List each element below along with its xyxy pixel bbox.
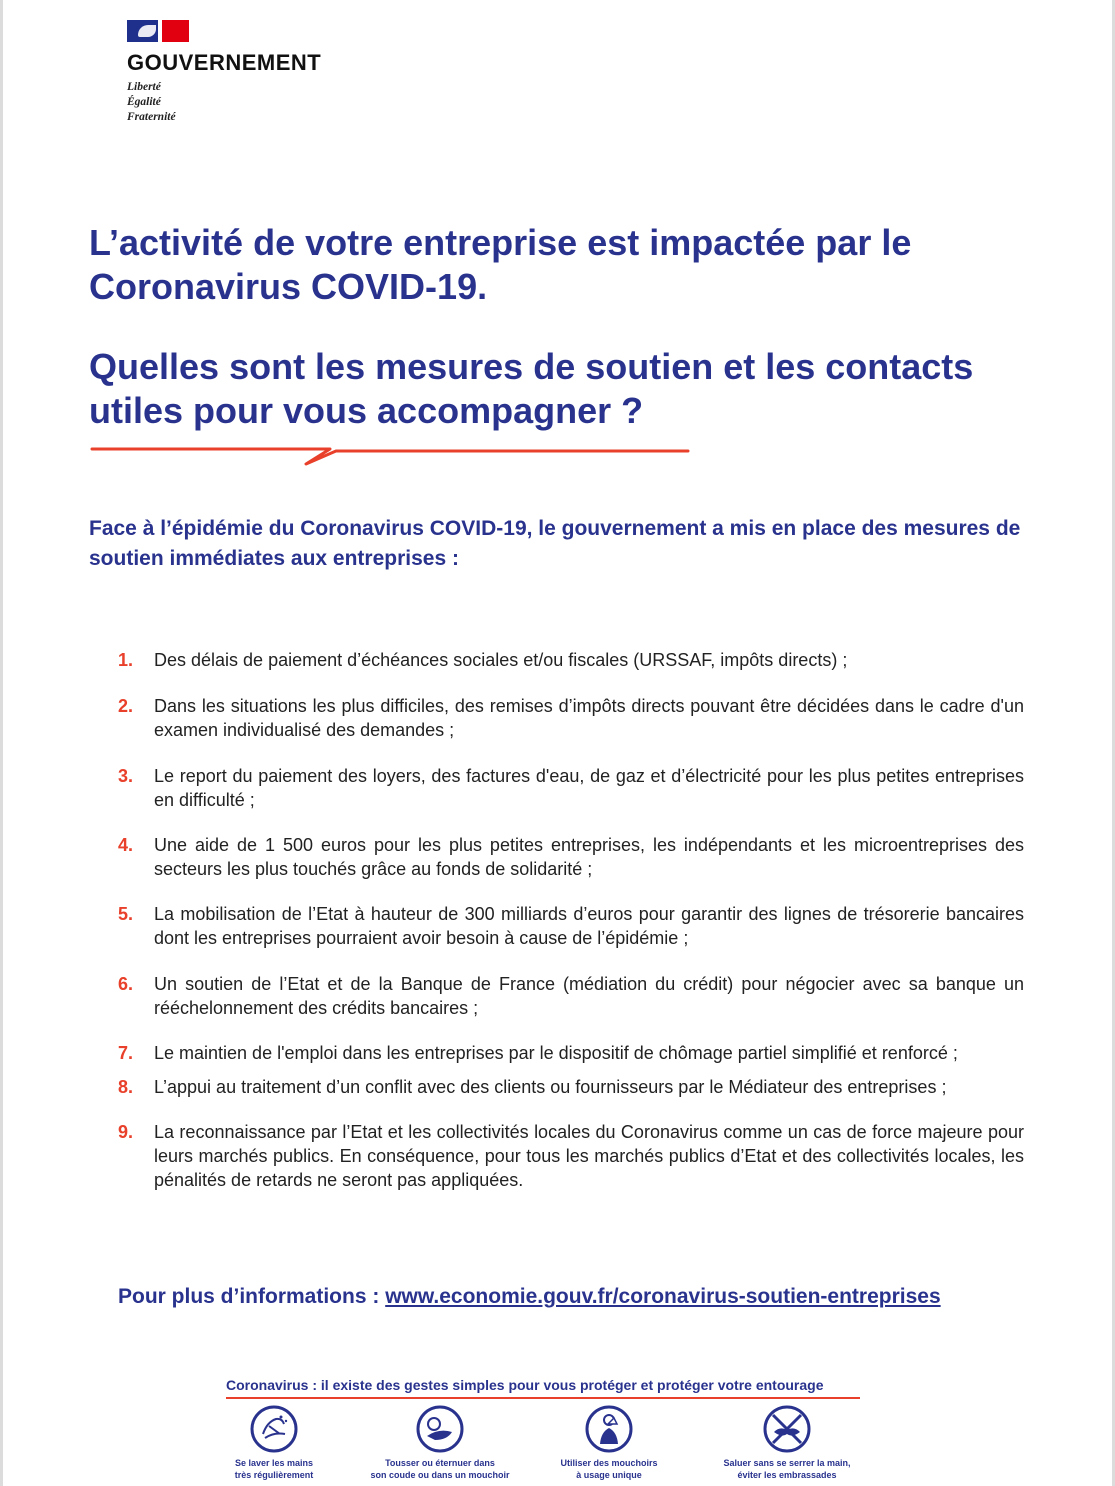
list-item (118, 902, 1024, 950)
gesture-caption-line1: Saluer sans se serrer la main, (723, 1458, 851, 1468)
government-name: GOUVERNEMENT (127, 50, 322, 75)
list-number: 6. (118, 974, 134, 994)
list-number: 8. (118, 1077, 134, 1097)
gestures-title: Coronavirus : il existe des gestes simples pour vous protéger et protéger votre entourage (226, 1377, 824, 1393)
gesture-caption-line1: Se laver les mains (234, 1458, 314, 1468)
gesture-tissue (524, 1404, 694, 1481)
support-measures-list (118, 648, 1024, 1192)
list-number: 9. (118, 1122, 134, 1142)
list-text: La mobilisation de l’Etat à hauteur de 300 milliards d’euros pour garantir des lignes de trésorerie bancaires dont les entreprises pourraient avoir besoin à cause de l’épidémie ; (154, 904, 1024, 948)
government-logo (127, 20, 321, 125)
list-number: 2. (118, 696, 134, 716)
hand-washing-icon (249, 1404, 299, 1454)
cough-elbow-icon (415, 1404, 465, 1454)
list-number: 3. (118, 766, 134, 786)
list-item (118, 694, 1024, 742)
list-item (118, 1041, 1024, 1065)
more-info-link[interactable]: www.economie.gouv.fr/coronavirus-soutien-entreprises (385, 1285, 941, 1308)
list-text: L’appui au traitement d’un conflit avec des clients ou fournisseurs par le Médiateur des entreprises ; (154, 1077, 947, 1097)
list-number: 7. (118, 1043, 134, 1063)
marianne-flag-icon (127, 20, 189, 42)
list-number: 1. (118, 650, 134, 670)
motto-fraternite: Fraternité (127, 111, 176, 123)
list-item (118, 1120, 1024, 1192)
tissue-icon (584, 1404, 634, 1454)
gesture-caption-line1: Utiliser des mouchoirs (560, 1458, 658, 1468)
gestures-divider (226, 1397, 860, 1399)
list-text: Une aide de 1 500 euros pour les plus petites entreprises, les indépendants et les microentreprises des secteurs les plus touchés grâce au fonds de solidarité ; (154, 835, 1024, 879)
motto-egalite: Égalité (127, 96, 161, 108)
no-handshake-icon (762, 1404, 812, 1454)
page-edge-left (0, 0, 3, 1486)
gesture-cough-elbow (355, 1404, 525, 1481)
list-item (118, 972, 1024, 1020)
page-question: Quelles sont les mesures de soutien et les contacts utiles pour vous accompagner ? (89, 346, 974, 431)
list-item (118, 1075, 1024, 1099)
gesture-caption-line2: très régulièrement (234, 1470, 314, 1480)
page-title: L’activité de votre entreprise est impactée par le Coronavirus COVID-19. (89, 222, 912, 307)
motto-liberte: Liberté (127, 81, 161, 93)
gesture-caption-line2: éviter les embrassades (737, 1470, 837, 1480)
list-text: Un soutien de l’Etat et de la Banque de France (médiation du crédit) pour négocier avec sa banque un rééchelonnement des crédits bancaires ; (154, 974, 1024, 1018)
gesture-no-handshake (702, 1404, 872, 1481)
list-number: 4. (118, 835, 134, 855)
more-info (118, 1285, 941, 1309)
list-text: Le maintien de l'emploi dans les entreprises par le dispositif de chômage partiel simplifié et renforcé ; (154, 1043, 958, 1063)
list-item (118, 764, 1024, 812)
list-item (118, 648, 1024, 672)
gesture-caption-line1: Tousser ou éternuer dans (385, 1458, 495, 1468)
list-text: Des délais de paiement d’échéances sociales et/ou fiscales (URSSAF, impôts directs) ; (154, 650, 848, 670)
republic-motto (127, 80, 321, 125)
list-text: Le report du paiement des loyers, des factures d'eau, de gaz et d’électricité pour les plus petites entreprises en difficulté ; (154, 766, 1024, 810)
more-info-label: Pour plus d’informations : (118, 1285, 380, 1308)
list-text: Dans les situations les plus difficiles, des remises d’impôts directs pouvant être décidées dans le cadre d'un examen individualisé des demandes ; (154, 696, 1024, 740)
gesture-caption-line2: son coude ou dans un mouchoir (370, 1470, 510, 1480)
list-text: La reconnaissance par l’Etat et les collectivités locales du Coronavirus comme un cas de force majeure pour leurs marchés publics. En conséquence, pour tous les marchés publics d’Etat et des collectivités locales, les pénalités de retards ne seront pas appliquées. (154, 1122, 1024, 1190)
list-number: 5. (118, 904, 134, 924)
gesture-caption-line2: à usage unique (576, 1470, 642, 1480)
intro-text: Face à l’épidémie du Coronavirus COVID-19, le gouvernement a mis en place des mesures de soutien immédiates aux entreprises : (89, 517, 1021, 570)
speech-underline-icon (90, 444, 690, 470)
gesture-hand-washing (189, 1404, 359, 1481)
list-item (118, 833, 1024, 881)
